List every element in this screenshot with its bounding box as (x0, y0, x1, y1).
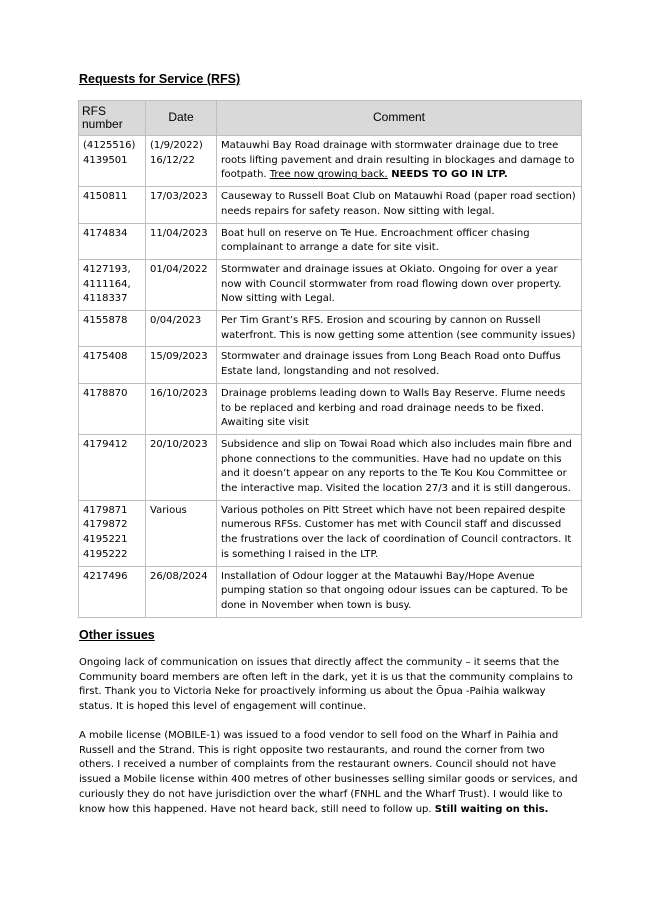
rfs-comment-cell (217, 500, 582, 566)
rfs-number: (4125516) 4139501 (83, 140, 136, 166)
rfs-comment-cell (217, 187, 582, 223)
rfs-comment-cell (217, 136, 582, 187)
rfs-comment: Boat hull on reserve on Te Hue. Encroachment officer chasing complainant to arrange a date for site visit. (221, 227, 530, 254)
still-waiting-note: Still waiting on this. (434, 803, 549, 815)
rfs-number-cell (79, 311, 146, 347)
rfs-number: 4179412 (83, 438, 128, 450)
rfs-number-cell (79, 136, 146, 187)
rfs-number: 4150811 (83, 191, 128, 203)
rfs-number-cell (79, 223, 146, 259)
rfs-comment: Matauwhi Bay Road drainage with stormwater drainage due to tree roots lifting pavement and drain resulting in blockages and damage to footpath. (221, 140, 575, 181)
rfs-comment: Installation of Odour logger at the Matauwhi Bay/Hope Avenue pumping station so that ongoing odour issues can be captured. To be done in November when town is busy. (221, 570, 568, 611)
rfs-date-cell (146, 500, 217, 566)
rfs-number-cell (79, 187, 146, 223)
rfs-number-cell (79, 434, 146, 500)
other-issues-paragraph-communication: Ongoing lack of communication on issues that directly affect the community – it seems that the Community board members are often left in the dark, yet it is us that the community complains to first. Thank you to Victoria Neke for proactively informing us about the Ōpua -Paihia walkway status. It is hoped this level of engagement will continue. (79, 657, 573, 713)
mobile-license-text: A mobile license (MOBILE-1) was issued to a food vendor to sell food on the Wharf in Paihia and Russell and the Strand. This is right opposite two restaurants, and round the corner from two others. I received a number of complaints from the restaurant owners. Council should not have issued a Mobile license within 400 metres of other businesses selling similar goods or services, and curiously they do not have jurisdiction over the wharf (FNHL and the Wharf Trust). I would like to know how this happened. Have not heard back, still need to follow up. (79, 730, 578, 815)
rfs-comment-cell (217, 434, 582, 500)
column-header-comment: Comment (217, 101, 582, 136)
table-row (79, 223, 582, 259)
table-row (79, 383, 582, 434)
table-row (79, 434, 582, 500)
table-row (79, 347, 582, 383)
rfs-comment-cell (217, 259, 582, 310)
rfs-date-cell (146, 434, 217, 500)
rfs-date-cell (146, 566, 217, 617)
rfs-date-cell (146, 311, 217, 347)
rfs-date: (1/9/2022) 16/12/22 (150, 140, 203, 166)
rfs-number-cell (79, 259, 146, 310)
other-issues-heading: Other issues (79, 628, 155, 642)
rfs-number-cell (79, 383, 146, 434)
rfs-date: 20/10/2023 (150, 438, 208, 450)
rfs-comment: Stormwater and drainage issues at Okiato. Ongoing for over a year now with Council stormwater from road flowing down over property. Now sitting with Legal. (221, 263, 562, 305)
rfs-date: 01/04/2022 (150, 263, 208, 275)
rfs-comment-cell (217, 566, 582, 617)
rfs-comment: Per Tim Grant’s RFS. Erosion and scouring by cannon on Russell waterfront. This is now getting some attention (see community issues) (221, 315, 576, 341)
rfs-heading: Requests for Service (RFS) (79, 72, 241, 86)
table-row (79, 566, 582, 617)
rfs-comment: Drainage problems leading down to Walls Bay Reserve. Flume needs to be replaced and kerbing and road drainage needs to be fixed. Awaiting site visit (221, 387, 566, 429)
rfs-date-cell (146, 259, 217, 310)
table-row (79, 259, 582, 310)
rfs-date-cell (146, 187, 217, 223)
rfs-number: 4178870 (83, 387, 128, 399)
rfs-date-cell (146, 383, 217, 434)
rfs-comment-bold: NEEDS TO GO IN LTP. (387, 169, 508, 181)
rfs-date-cell (146, 223, 217, 259)
rfs-date: 11/04/2023 (150, 227, 208, 239)
other-issues-paragraph-mobile-license (79, 729, 579, 817)
table-row (79, 136, 582, 187)
rfs-comment-cell (217, 383, 582, 434)
rfs-date: 26/08/2024 (150, 570, 208, 582)
rfs-date: 0/04/2023 (150, 315, 202, 327)
rfs-number: 4217496 (83, 570, 128, 582)
table-row (79, 187, 582, 223)
rfs-date: 17/03/2023 (150, 191, 208, 203)
rfs-comment-cell (217, 347, 582, 383)
rfs-number: 4175408 (83, 351, 128, 363)
table-row (79, 500, 582, 566)
rfs-number-cell (79, 347, 146, 383)
rfs-table-body (79, 136, 582, 618)
rfs-number-cell (79, 566, 146, 617)
rfs-date: Various (150, 504, 187, 516)
rfs-comment: Various potholes on Pitt Street which have not been repaired despite numerous RFSs. Customer has met with Council staff and discussed the frustrations over the lack of coordination of Council contractors. It is something I raised in the LTP. (221, 504, 572, 560)
rfs-comment-cell (217, 223, 582, 259)
rfs-number: 4174834 (83, 227, 128, 239)
rfs-date: 16/10/2023 (150, 387, 208, 399)
rfs-number: 4155878 (83, 315, 128, 327)
rfs-number: 4127193, 4111164, 4118337 (83, 263, 131, 305)
rfs-comment-cell (217, 311, 582, 347)
rfs-date: 15/09/2023 (150, 351, 208, 363)
rfs-table-header-row (79, 101, 582, 136)
rfs-comment: Causeway to Russell Boat Club on Matauwhi Road (paper road section) needs repairs for safety reason. Now sitting with legal. (221, 191, 576, 217)
rfs-date-cell (146, 347, 217, 383)
table-row (79, 311, 582, 347)
column-header-rfs-number: RFS number (79, 101, 146, 136)
rfs-comment: Stormwater and drainage issues from Long Beach Road onto Duffus Estate land, longstanding and not resolved. (221, 351, 561, 378)
rfs-table (78, 100, 582, 618)
column-header-date: Date (146, 101, 217, 136)
rfs-comment-underlined: Tree now growing back. (269, 169, 388, 181)
rfs-date-cell (146, 136, 217, 187)
rfs-number: 4179871 4179872 4195221 4195222 (83, 504, 128, 560)
rfs-number-cell (79, 500, 146, 566)
rfs-comment: Subsidence and slip on Towai Road which also includes main fibre and phone connections to the communities. Have had no update on this and it doesn’t appear on any reports to the Te Kou Kou Committee or the interactive map. Visited the location 27/3 and it is still dangerous. (221, 438, 572, 495)
